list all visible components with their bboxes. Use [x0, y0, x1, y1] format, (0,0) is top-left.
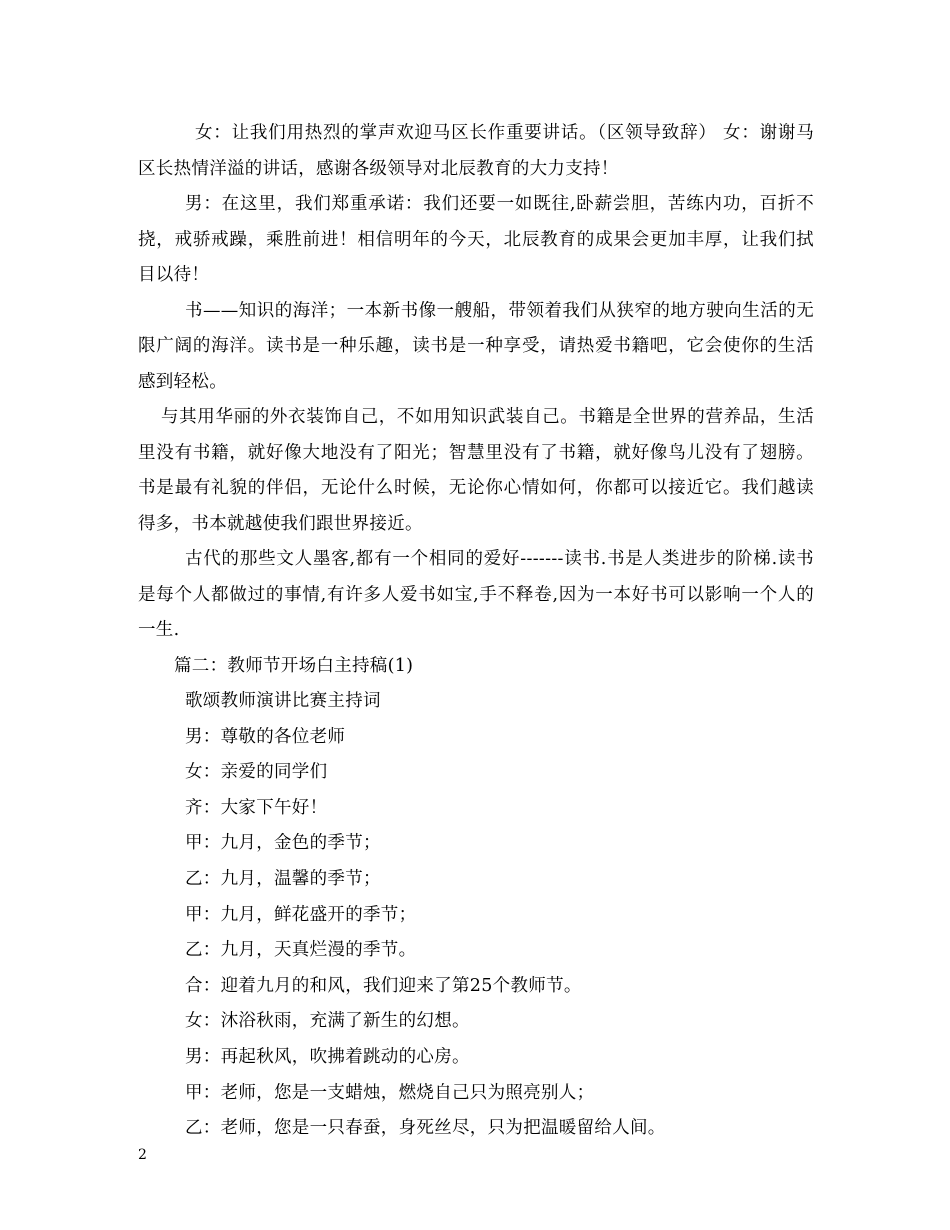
document-body: [138, 116, 814, 1147]
page-number: 2: [138, 1147, 147, 1163]
script-line: 甲：九月，金色的季节；: [185, 833, 381, 854]
paragraph-knowledge: 与其用华丽的外衣装饰自己，不如用知识武装自己。书籍是全世界的营养品，生活里没有书籍，就好像大地没有了阳光；智慧里没有了书籍，就好像鸟儿没有了翅膀。书是最有礼貌的伴侣，无论什么时候，无论你心情如何，你都可以接近它。我们越读得多，书本就越使我们跟世界接近。: [138, 407, 814, 534]
script-line: 甲：老师，您是一支蜡烛，燃烧自己只为照亮别人；: [185, 1082, 595, 1103]
script-line: 齐：大家下午好！: [185, 797, 328, 818]
script-line: 甲：九月，鲜花盛开的季节；: [185, 904, 417, 925]
paragraph-welcome-speech: 女：让我们用热烈的掌声欢迎马区长作重要讲话。（区领导致辞） 女：谢谢马区长热情洋溢的讲话，感谢各级领导对北辰教育的大力支持！: [138, 123, 814, 179]
paragraph-book-ocean: 书——知识的海洋；一本新书像一艘船，带领着我们从狭窄的地方驶向生活的无限广阔的海洋。读书是一种乐趣，读书是一种享受，请热爱书籍吧，它会使你的生活感到轻松。: [138, 300, 814, 392]
script-line: 合：迎着九月的和风，我们迎来了第25个教师节。: [185, 975, 582, 996]
script-line: 乙：九月，天真烂漫的季节。: [185, 940, 417, 961]
script-line: 女：沐浴秋雨，充满了新生的幻想。: [185, 1011, 470, 1032]
script-line: 男：再起秋风，吹拂着跳动的心房。: [185, 1047, 470, 1068]
paragraph-ancient-scholars: 古代的那些文人墨客,都有一个相同的爱好-------读书.书是人类进步的阶梯.读书是每个人都做过的事情,有许多人爱书如宝,手不释卷,因为一本好书可以影响一个人的一生.: [138, 549, 814, 640]
script-title: 歌颂教师演讲比赛主持词: [185, 691, 381, 712]
script-line: 乙：老师，您是一只春蚕，身死丝尽，只为把温暖留给人间。: [185, 1118, 666, 1139]
paragraph-commitment: 男：在这里，我们郑重承诺：我们还要一如既往,卧薪尝胆，苦练内功，百折不挠，戒骄戒躁，乘胜前进！相信明年的今天，北辰教育的成果会更加丰厚，让我们拭目以待！: [138, 194, 814, 285]
section-heading: 篇二：教师节开场白主持稿(1): [174, 655, 414, 676]
script-line: 男：尊敬的各位老师: [185, 726, 346, 747]
script-line: 女：亲爱的同学们: [185, 762, 328, 783]
script-line: 乙：九月，温馨的季节；: [185, 869, 381, 890]
